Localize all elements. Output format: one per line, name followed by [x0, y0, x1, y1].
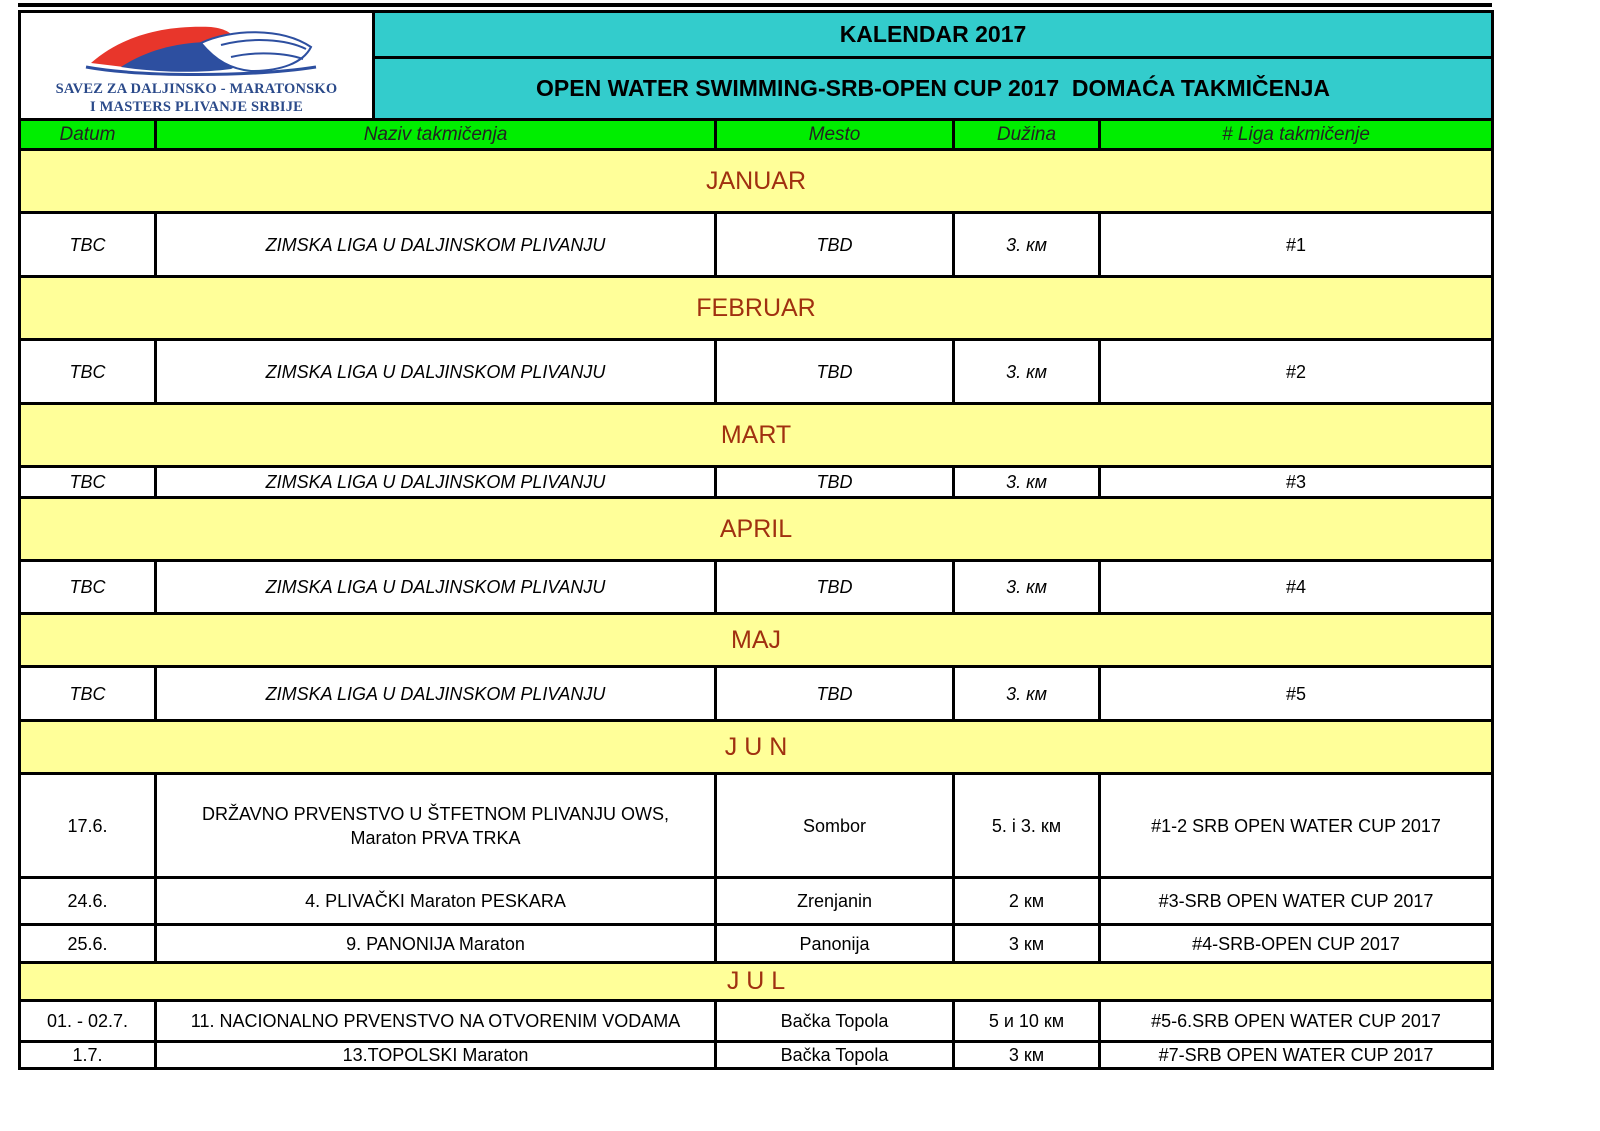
cell-date: 01. - 02.7.	[21, 1002, 157, 1040]
cell-league: #5	[1285, 683, 1307, 704]
cell-name: 4. PLIVAČKI Maraton PESKARA	[157, 879, 717, 923]
table-row	[21, 341, 1491, 405]
cell-length: 5 и 10 км	[955, 1002, 1101, 1040]
col-datum: Datum	[21, 121, 157, 148]
cell-name-line2: Maraton PRVA TRKA	[350, 827, 521, 848]
month-jul: J U L	[21, 964, 1491, 1002]
table-row	[21, 926, 1491, 964]
cell-length: 3. км	[955, 341, 1101, 402]
col-duzina: Dužina	[955, 121, 1101, 148]
cell-name: 13.TOPOLSKI Maraton	[157, 1043, 717, 1067]
cell-name: ZIMSKA LIGA U DALJINSKOM PLIVANJU	[157, 341, 717, 402]
logo-text-line2: I MASTERS PLIVANJE SRBIJE	[89, 99, 304, 115]
table-row	[21, 214, 1491, 278]
table-row	[21, 562, 1491, 615]
cell-length: 3 км	[955, 926, 1101, 961]
cell-name: ZIMSKA LIGA U DALJINSKOM PLIVANJU	[157, 214, 717, 275]
cell-place: TBD	[717, 562, 955, 612]
table-row	[21, 468, 1491, 499]
cell-date: TBC	[21, 214, 157, 275]
month-april: APRIL	[21, 499, 1491, 562]
month-mart: MART	[21, 405, 1491, 468]
cell-league: #5-6.SRB OPEN WATER CUP 2017	[1151, 1011, 1441, 1031]
cell-length: 3. км	[955, 562, 1101, 612]
cell-length: 3. км	[955, 668, 1101, 719]
cell-date: 1.7.	[21, 1043, 157, 1067]
cell-name: 9. PANONIJA Maraton	[157, 926, 717, 961]
col-mesto: Mesto	[717, 121, 955, 148]
cell-league: #4-SRB-OPEN CUP 2017	[1192, 933, 1400, 954]
cell-name: ZIMSKA LIGA U DALJINSKOM PLIVANJU	[157, 668, 717, 719]
table-row	[21, 668, 1491, 722]
cell-name: 11. NACIONALNO PRVENSTVO NA OTVORENIM VODAMA	[157, 1002, 717, 1040]
cell-length: 3. км	[955, 468, 1101, 496]
cell-place: Panonija	[717, 926, 955, 961]
cell-date: TBC	[21, 562, 157, 612]
month-januar: JANUAR	[21, 151, 1491, 214]
cell-place: TBD	[717, 214, 955, 275]
cell-place: Bačka Topola	[717, 1043, 955, 1067]
cell-place: TBD	[717, 668, 955, 719]
cell-date: 25.6.	[21, 926, 157, 961]
cell-date: 24.6.	[21, 879, 157, 923]
month-maj: MAJ	[21, 615, 1491, 668]
swimmer-logo-icon	[81, 17, 321, 79]
cell-name	[157, 775, 717, 876]
cell-name-line1: DRŽAVNO PRVENSTVO U ŠTFETNOM PLIVANJU OWS,	[201, 803, 670, 824]
month-februar: FEBRUAR	[21, 278, 1491, 341]
col-liga: # Liga takmičenje	[1222, 123, 1370, 145]
cell-league: #3	[1285, 472, 1307, 492]
col-naziv: Naziv takmičenja	[157, 121, 717, 148]
logo	[21, 13, 375, 118]
cell-date: TBC	[21, 341, 157, 402]
calendar-subtitle: OPEN WATER SWIMMING-SRB-OPEN CUP 2017 DOMAĆA TAKMIČENJA	[375, 59, 1491, 118]
cell-name: ZIMSKA LIGA U DALJINSKOM PLIVANJU	[157, 562, 717, 612]
month-jun: J U N	[21, 722, 1491, 775]
cell-place: Bačka Topola	[717, 1002, 955, 1040]
table-row	[21, 775, 1491, 879]
cell-length: 3 км	[955, 1043, 1101, 1067]
cell-place: TBD	[717, 468, 955, 496]
logo-text-line1: SAVEZ ZA DALJINSKO - MARATONSKO	[55, 81, 338, 97]
table-row	[21, 1043, 1491, 1067]
cell-place: Sombor	[717, 775, 955, 876]
cell-league: #2	[1285, 361, 1307, 382]
cell-date: TBC	[21, 668, 157, 719]
calendar-title: KALENDAR 2017	[375, 13, 1491, 59]
cell-length: 5. i 3. км	[955, 775, 1101, 876]
cell-length: 3. км	[955, 214, 1101, 275]
cell-league: #3-SRB OPEN WATER CUP 2017	[1158, 891, 1434, 911]
cell-league: #1	[1285, 234, 1307, 255]
table-row	[21, 879, 1491, 926]
cell-league: #7-SRB OPEN WATER CUP 2017	[1158, 1045, 1434, 1065]
calendar-sheet	[18, 10, 1494, 1070]
cell-length: 2 км	[955, 879, 1101, 923]
cell-date: 17.6.	[21, 775, 157, 876]
header	[21, 13, 1491, 121]
cell-place: TBD	[717, 341, 955, 402]
cell-date: TBC	[21, 468, 157, 496]
cell-league: #4	[1285, 577, 1307, 597]
cell-place: Zrenjanin	[717, 879, 955, 923]
title-block	[375, 13, 1491, 118]
cell-league: #1-2 SRB OPEN WATER CUP 2017	[1151, 815, 1441, 836]
table-row	[21, 1002, 1491, 1043]
top-rule	[18, 3, 1492, 7]
cell-name: ZIMSKA LIGA U DALJINSKOM PLIVANJU	[157, 468, 717, 496]
column-headers	[21, 121, 1491, 151]
